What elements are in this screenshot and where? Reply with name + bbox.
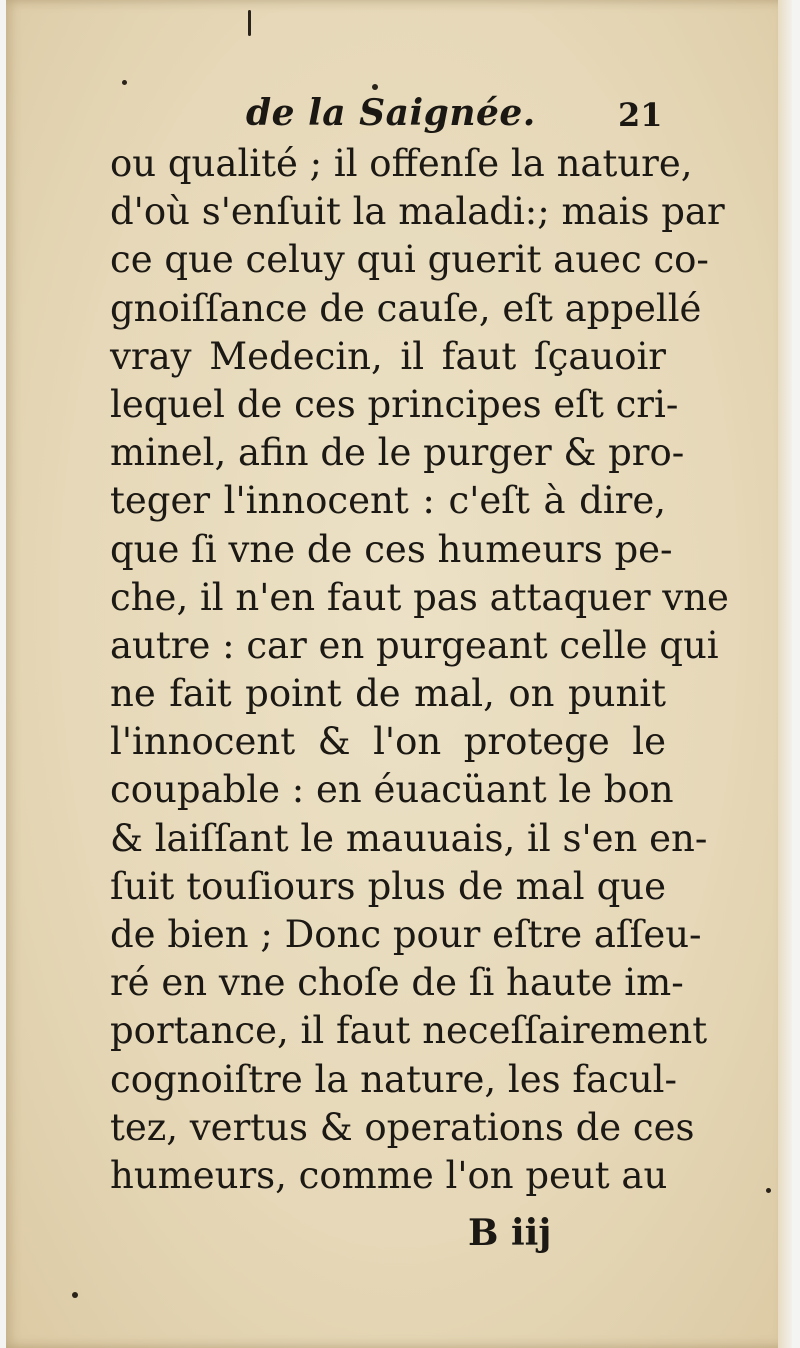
ink-speck — [72, 1292, 78, 1298]
text-line: gnoiſſance de cauſe, eſt appellé — [110, 286, 702, 330]
ink-speck — [122, 80, 127, 85]
text-line: ne fait point de mal, on punit — [110, 672, 666, 716]
text-line: ré en vne choſe de ſi haute im- — [110, 961, 684, 1005]
running-head: de la Saignée. — [246, 92, 536, 134]
text-line: teger l'innocent : c'eſt à dire, — [110, 479, 666, 523]
text-line: ce que celuy qui guerit auec co- — [110, 238, 709, 282]
signature-mark: B iij — [468, 1212, 552, 1254]
text-line: l'innocent & l'on protege le — [110, 720, 666, 764]
text-line: portance, il faut neceſſairement — [110, 1009, 708, 1053]
page-header — [6, 92, 792, 142]
text-line: tez, vertus & operations de ces — [110, 1105, 695, 1149]
text-line: coupable : en éuacüant le bon — [110, 768, 674, 812]
text-line: de bien ; Donc pour eſtre aſſeu- — [110, 913, 702, 956]
ink-speck — [248, 10, 251, 36]
text-line: autre : car en purgeant celle qui — [110, 623, 719, 667]
body-text — [110, 140, 729, 1200]
text-line: d'où s'enſuit la maladi:; mais par — [110, 190, 725, 234]
page-edge — [778, 0, 792, 1348]
text-line: minel, afin de le purger & pro- — [110, 431, 685, 475]
text-line: que ſi vne de ces humeurs pe- — [110, 527, 673, 571]
book-page — [6, 0, 792, 1348]
ink-speck — [372, 84, 378, 90]
text-line: ſuit touſiours plus de mal que — [110, 864, 666, 908]
text-line: lequel de ces principes eſt cri- — [110, 382, 679, 426]
text-line: humeurs, comme l'on peut au — [110, 1153, 668, 1197]
text-line: cognoiſtre la nature, les facul- — [110, 1057, 677, 1101]
text-line: vray Medecin, il faut ſçauoir — [110, 334, 666, 378]
text-line: & laiſſant le mauuais, il s'en en- — [110, 816, 708, 860]
text-line: che, il n'en faut pas attaquer vne — [110, 575, 729, 619]
ink-speck — [766, 1188, 771, 1193]
text-line: ou qualité ; il offenſe la nature, — [110, 142, 693, 185]
page-number: 21 — [618, 96, 663, 134]
